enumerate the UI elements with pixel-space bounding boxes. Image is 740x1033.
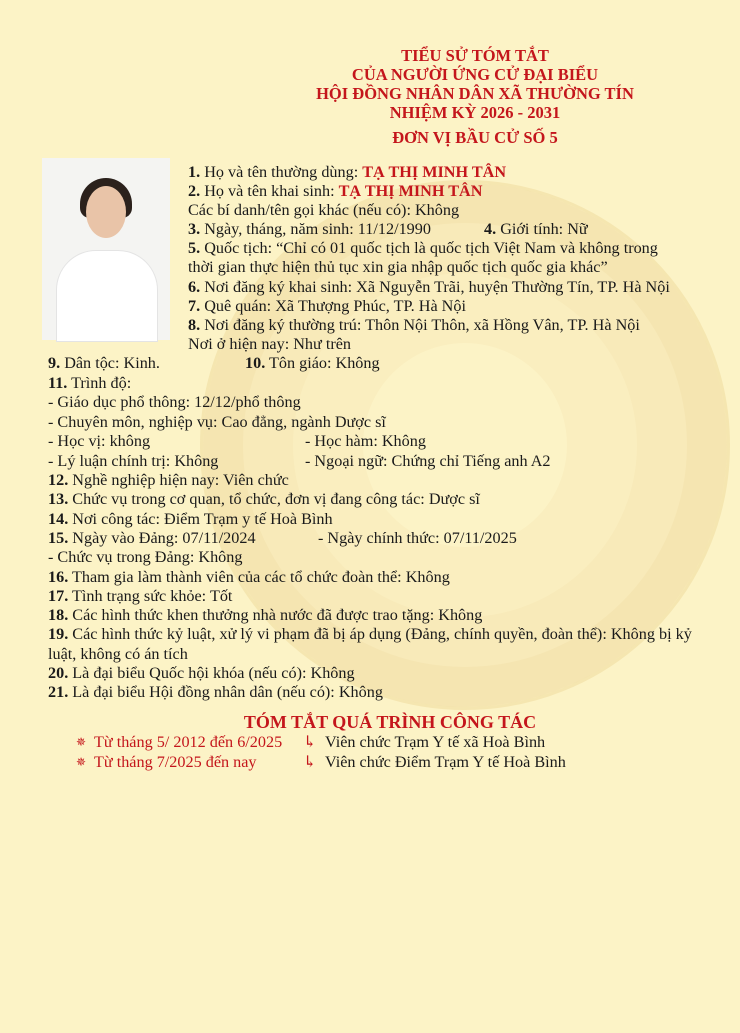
field-label: - Chức vụ trong Đảng: Không	[48, 548, 243, 566]
field-line	[48, 510, 333, 529]
field-label: - Học vị: không	[48, 432, 151, 450]
field-label: - Ngày chính thức: 07/11/2025	[318, 529, 517, 547]
work-description: Viên chức Trạm Y tế xã Hoà Bình	[325, 733, 546, 751]
arrow-icon: ↳	[303, 733, 317, 751]
field-label: Là đại biểu Hội đồng nhân dân (nếu có): Không	[68, 683, 383, 701]
document-header	[210, 46, 740, 147]
field-label: Ngày vào Đảng: 07/11/2024	[68, 529, 256, 547]
field-line-secondary	[318, 529, 517, 548]
field-label: Ngày, tháng, năm sinh: 11/12/1990	[200, 220, 431, 238]
field-label: Nơi công tác: Điểm Trạm y tế Hoà Bình	[68, 510, 333, 528]
field-line	[48, 413, 386, 432]
field-label: thời gian thực hiện thủ tục xin gia nhập quốc tịch quốc gia khác”	[188, 258, 608, 276]
field-line-secondary	[305, 432, 426, 451]
bullet-star-icon: ✵	[76, 735, 87, 749]
field-line	[188, 201, 459, 220]
field-line	[48, 664, 355, 683]
field-line	[48, 548, 242, 567]
field-label: Nơi ở hiện nay: Như trên	[188, 335, 352, 353]
title-line-2: CỦA NGƯỜI ỨNG CỬ ĐẠI BIỂU	[351, 65, 599, 84]
field-label: - Giáo dục phổ thông: 12/12/phổ thông	[48, 393, 301, 411]
bullet-star-icon: ✵	[76, 754, 87, 769]
field-number: 17.	[48, 587, 69, 605]
field-number: 15.	[48, 529, 69, 547]
field-label: Tôn giáo: Không	[265, 354, 380, 372]
field-number: 14.	[48, 510, 69, 528]
title-line-3: HỘI ĐỒNG NHÂN DÂN XÃ THƯỜNG TÍN	[316, 84, 634, 103]
field-line	[48, 625, 692, 644]
field-line	[48, 645, 188, 664]
field-line	[48, 490, 480, 509]
field-number: 7.	[188, 297, 201, 315]
field-line	[188, 335, 351, 354]
field-number: 4.	[484, 220, 497, 238]
field-label: Các bí danh/tên gọi khác (nếu có): Không	[188, 201, 460, 219]
field-number: 1.	[188, 163, 201, 181]
field-number: 8.	[188, 316, 201, 334]
field-line	[188, 316, 640, 335]
title-line-5: ĐƠN VỊ BẦU CỬ SỐ 5	[392, 128, 558, 147]
field-line	[48, 568, 450, 587]
field-line	[188, 163, 506, 182]
field-number: 18.	[48, 606, 69, 624]
field-label: Trình độ:	[67, 374, 132, 392]
field-label: - Lý luận chính trị: Không	[48, 452, 219, 470]
field-label: Là đại biểu Quốc hội khóa (nếu có): Không	[68, 664, 355, 682]
candidate-name: TẠ THỊ MINH TÂN	[338, 182, 483, 200]
field-line	[48, 683, 383, 702]
arrow-icon: ↳	[303, 752, 317, 771]
field-label: Quê quán: Xã Thượng Phúc, TP. Hà Nội	[200, 297, 466, 315]
field-label: Họ và tên thường dùng:	[200, 163, 363, 181]
field-number: 5.	[188, 239, 201, 257]
field-label: Nơi đăng ký thường trú: Thôn Nội Thôn, xã Hồng Vân, TP. Hà Nội	[200, 316, 640, 334]
work-period: Từ tháng 7/2025 đến nay	[94, 752, 257, 771]
field-line	[188, 278, 670, 297]
title-line-1: TIỂU SỬ TÓM TẮT	[401, 46, 549, 65]
field-label: - Ngoại ngữ: Chứng chỉ Tiếng anh A2	[305, 452, 551, 470]
field-label: Nơi đăng ký khai sinh: Xã Nguyễn Trãi, huyện Thường Tín, TP. Hà Nội	[200, 278, 670, 296]
field-line	[188, 220, 431, 239]
field-number: 6.	[188, 278, 201, 296]
field-number: 16.	[48, 568, 69, 586]
field-line	[48, 471, 289, 490]
field-label: Tham gia làm thành viên của các tổ chức đoàn thể: Không	[68, 568, 450, 586]
field-label: Dân tộc: Kinh.	[60, 354, 160, 372]
field-label: luật, không có án tích	[48, 645, 188, 663]
title-line-4: NHIỆM KỲ 2026 - 2031	[389, 103, 561, 122]
field-line	[48, 393, 301, 412]
field-number: 2.	[188, 182, 201, 200]
field-line	[48, 374, 131, 393]
field-line	[188, 239, 658, 258]
field-line-secondary	[305, 452, 551, 471]
field-label: Tình trạng sức khỏe: Tốt	[68, 587, 233, 605]
candidate-photo	[42, 158, 170, 340]
field-number: 21.	[48, 683, 69, 701]
field-label: Chức vụ trong cơ quan, tổ chức, đơn vị đang công tác: Dược sĩ	[68, 490, 480, 508]
field-line	[48, 432, 150, 451]
field-label: Các hình thức kỷ luật, xử lý vi phạm đã bị áp dụng (Đảng, chính quyền, đoàn thể): Không bị kỷ	[68, 625, 692, 643]
field-number: 9.	[48, 354, 61, 372]
field-number: 20.	[48, 664, 69, 682]
work-description: Viên chức Điểm Trạm Y tế Hoà Bình	[325, 752, 566, 771]
field-label: Họ và tên khai sinh:	[200, 182, 339, 200]
field-line	[188, 258, 608, 277]
field-label: - Chuyên môn, nghiệp vụ: Cao đẳng, ngành Dược sĩ	[48, 413, 386, 431]
candidate-name: TẠ THỊ MINH TÂN	[362, 163, 507, 181]
work-history-heading: TÓM TẮT QUÁ TRÌNH CÔNG TÁC	[243, 712, 537, 732]
field-line	[48, 354, 160, 373]
field-number: 3.	[188, 220, 201, 238]
field-line-secondary	[484, 220, 588, 239]
field-line	[188, 182, 482, 201]
field-line	[48, 606, 482, 625]
field-label: Nghề nghiệp hiện nay: Viên chức	[68, 471, 289, 489]
field-number: 13.	[48, 490, 69, 508]
field-number: 11.	[48, 374, 68, 392]
field-label: - Học hàm: Không	[305, 432, 426, 450]
field-number: 10.	[245, 354, 266, 372]
field-number: 12.	[48, 471, 69, 489]
field-number: 19.	[48, 625, 69, 643]
field-line	[48, 587, 232, 606]
field-label: Các hình thức khen thưởng nhà nước đã được trao tặng: Không	[68, 606, 483, 624]
field-label: Quốc tịch: “Chỉ có 01 quốc tịch là quốc tịch Việt Nam và không trong	[200, 239, 658, 257]
field-line-secondary	[245, 354, 380, 373]
field-label: Giới tính: Nữ	[496, 220, 588, 238]
field-line	[188, 297, 466, 316]
field-line	[48, 452, 218, 471]
work-period: Từ tháng 5/ 2012 đến 6/2025	[94, 733, 283, 751]
field-line	[48, 529, 256, 548]
